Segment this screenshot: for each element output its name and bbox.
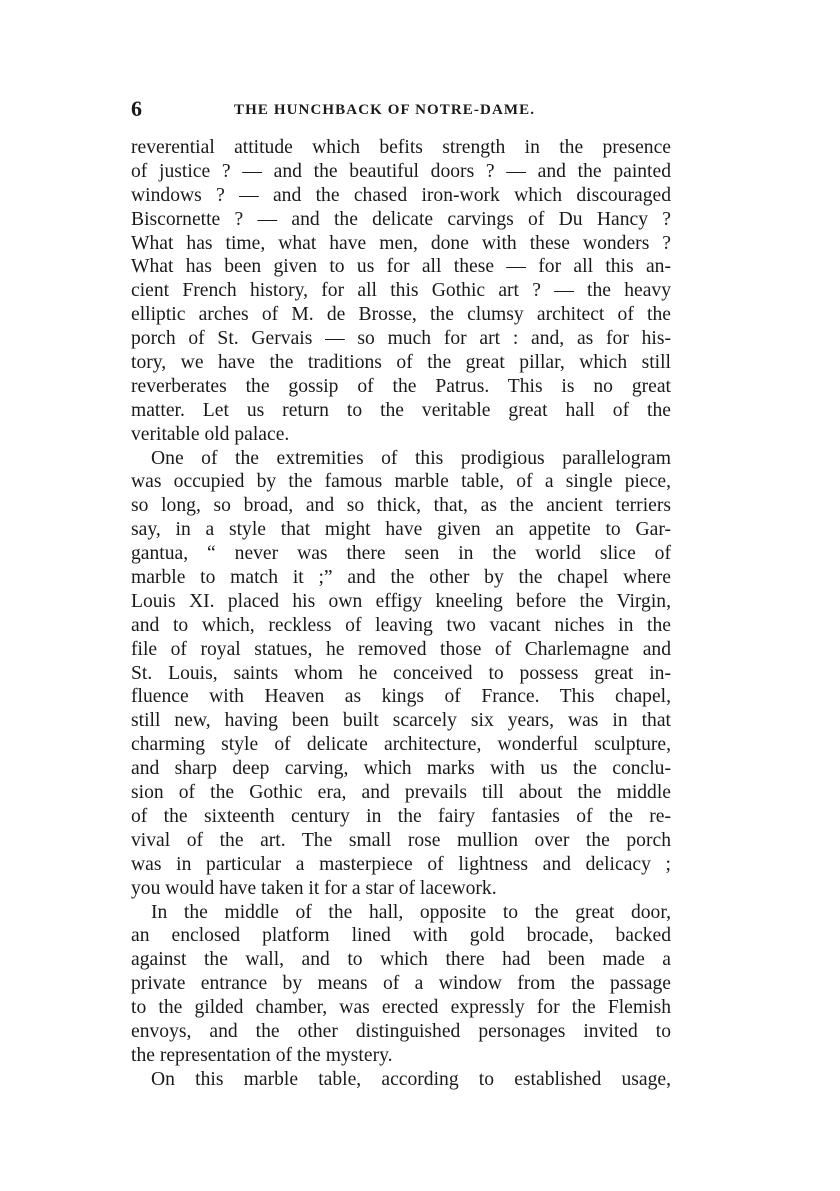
text-line: porch of St. Gervais — so much for art : and, as for his- (131, 328, 671, 350)
text-line: matter. Let us return to the veritable great hall of the (131, 399, 671, 421)
text-line: veritable old palace. (131, 423, 290, 445)
text-line: of justice ? — and the beautiful doors ? — and the painted (131, 160, 671, 182)
page-header (131, 96, 671, 122)
text-line: vival of the art. The small rose mullion over the porch (131, 829, 671, 851)
text-line: One of the extremities of this prodigious parallelogram (151, 447, 671, 469)
text-line: say, in a style that might have given an appetite to Gar- (131, 519, 671, 541)
text-line: Biscornette ? — and the delicate carvings of Du Hancy ? (131, 208, 671, 230)
text-line: tory, we have the traditions of the great pillar, which still (131, 352, 671, 374)
text-line: was in particular a masterpiece of lightness and delicacy ; (131, 853, 671, 875)
text-line: reverberates the gossip of the Patrus. This is no great (131, 375, 671, 397)
text-line: In the middle of the hall, opposite to the great door, (151, 901, 671, 923)
text-line: cient French history, for all this Gothic art ? — the heavy (131, 280, 671, 302)
text-line: What has time, what have men, done with these wonders ? (131, 232, 671, 254)
text-line: What has been given to us for all these — for all this an- (131, 256, 671, 278)
running-title: THE HUNCHBACK OF NOTRE-DAME. (234, 102, 536, 118)
text-line: file of royal statues, he removed those of Charlemagne and (131, 638, 671, 660)
text-line: sion of the Gothic era, and prevails till about the middle (131, 782, 671, 804)
text-line: fluence with Heaven as kings of France. This chapel, (131, 686, 671, 708)
text-line: so long, so broad, and so thick, that, as the ancient terriers (131, 495, 671, 517)
text-line: Louis XI. placed his own effigy kneeling before the Virgin, (131, 590, 671, 612)
text-line: reverential attitude which befits strength in the presence (131, 137, 671, 158)
text-line: marble to match it ;” and the other by the chapel where (131, 567, 671, 589)
text-line: charming style of delicate architecture, wonderful sculpture, (131, 734, 671, 756)
text-line: still new, having been built scarcely six years, was in that (131, 710, 671, 732)
text-line: On this marble table, according to established usage, (151, 1068, 671, 1090)
text-line: windows ? — and the chased iron-work which discouraged (131, 184, 671, 206)
text-line: against the wall, and to which there had been made a (131, 949, 671, 971)
text-line: envoys, and the other distinguished personages invited to (131, 1020, 671, 1042)
text-line: to the gilded chamber, was erected expressly for the Flemish (131, 997, 671, 1019)
text-line: was occupied by the famous marble table, of a single piece, (131, 471, 671, 493)
text-line: elliptic arches of M. de Brosse, the clumsy architect of the (131, 304, 671, 326)
text-line: an enclosed platform lined with gold brocade, backed (131, 925, 671, 947)
text-line: private entrance by means of a window from the passage (131, 973, 671, 995)
text-line: St. Louis, saints whom he conceived to possess great in- (131, 662, 671, 684)
text-line: the representation of the mystery. (131, 1044, 393, 1066)
text-line: you would have taken it for a star of lacework. (131, 877, 497, 899)
text-line: and sharp deep carving, which marks with us the conclu- (131, 758, 671, 780)
text-line: and to which, reckless of leaving two vacant niches in the (131, 614, 671, 636)
text-line: of the sixteenth century in the fairy fantasies of the re- (131, 805, 671, 827)
body-text (131, 136, 671, 1092)
text-line: gantua, “ never was there seen in the world slice of (131, 543, 671, 565)
page-number: 6 (131, 96, 142, 121)
